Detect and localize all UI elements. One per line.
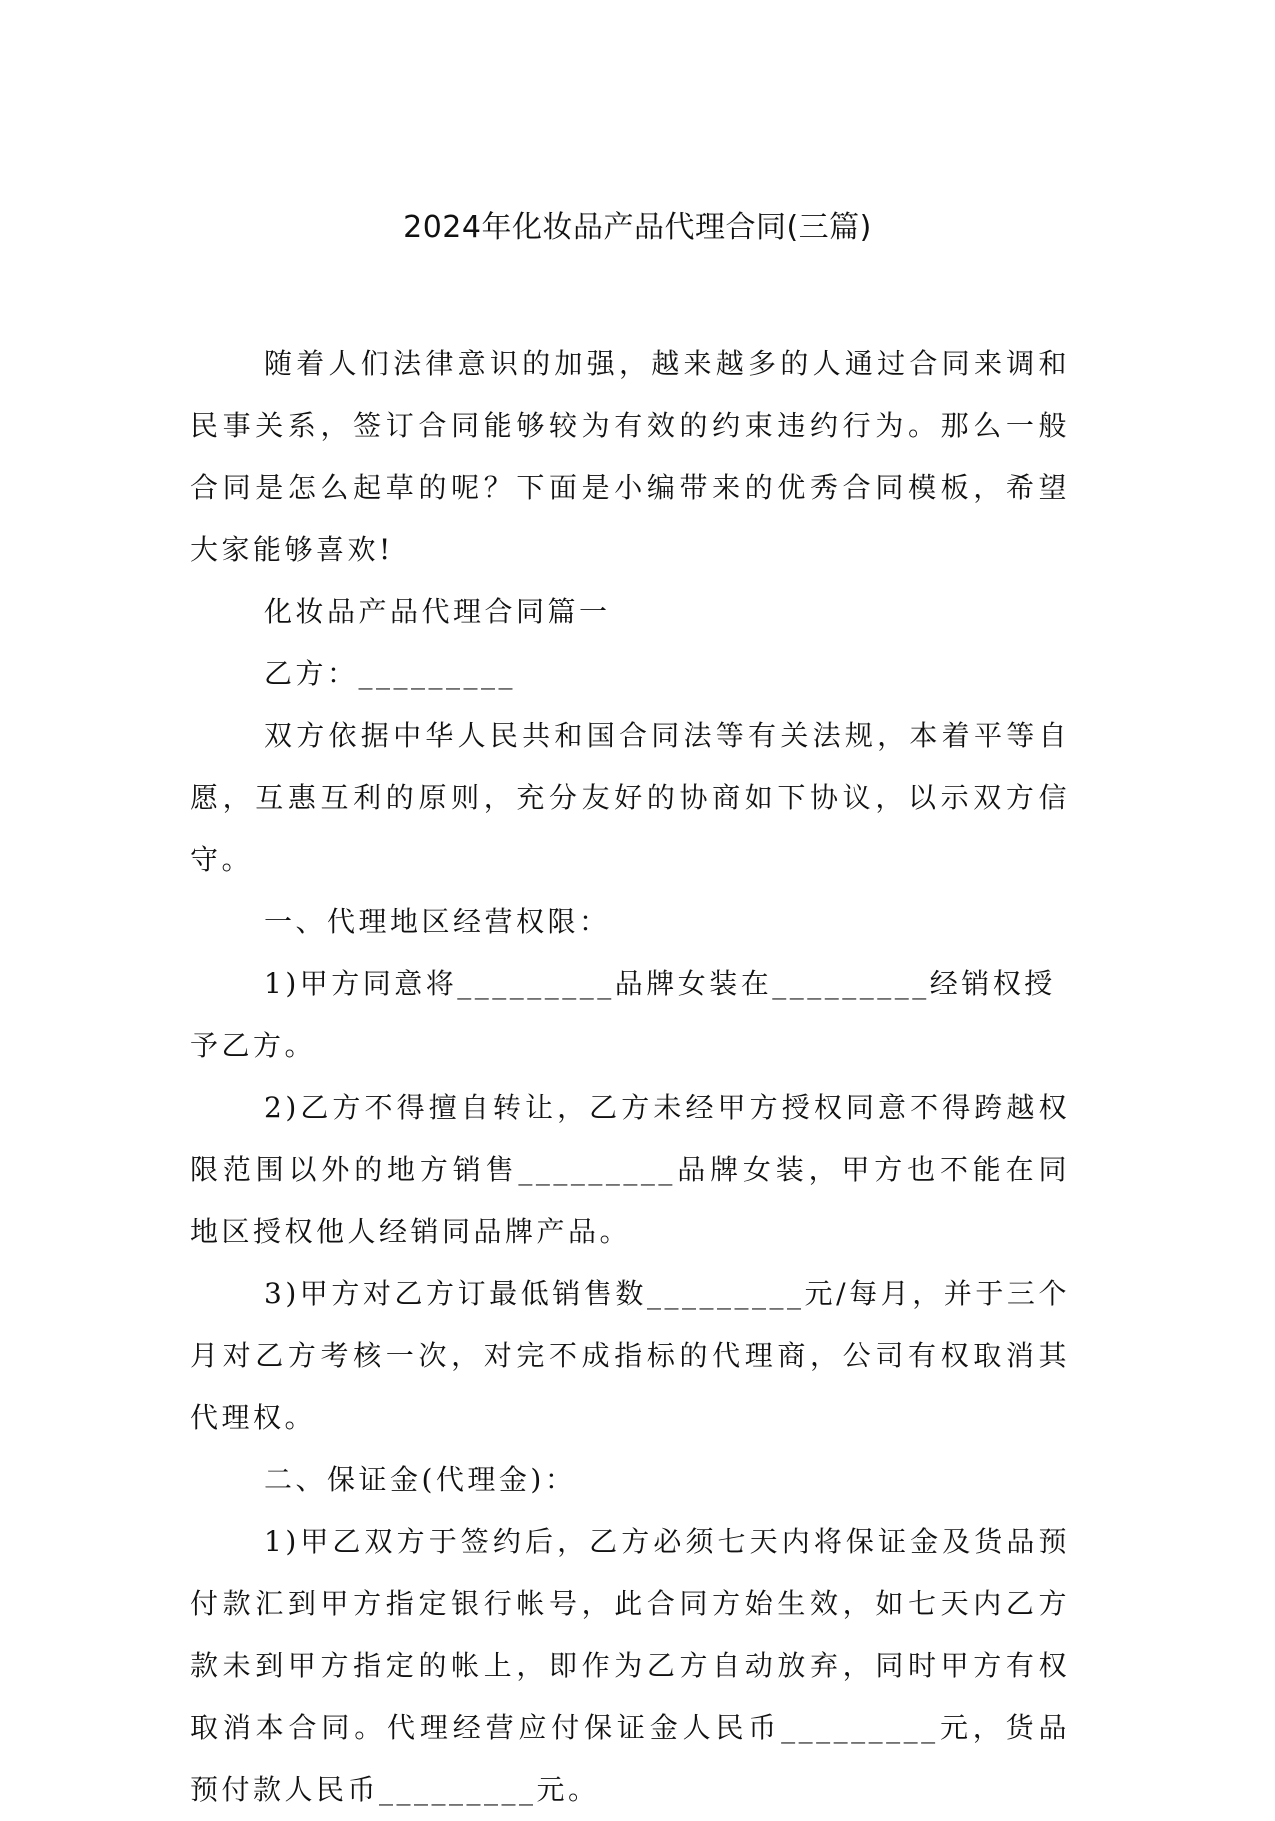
section-heading-part-one: 化妆品产品代理合同篇一 (264, 595, 611, 628)
clause-1-2: 2)乙方不得擅自转让，乙方未经甲方授权同意不得跨越权限范围以外的地方销售_________品牌女装，甲方也不能在同地区授权他人经销同品牌产品。 (190, 1091, 1070, 1248)
intro-paragraph: 随着人们法律意识的加强，越来越多的人通过合同来调和民事关系，签订合同能够较为有效的约束违约行为。那么一般合同是怎么起草的呢？下面是小编带来的优秀合同模板，希望大家能够喜欢! (190, 347, 1070, 566)
clause-heading-deposit: 二、保证金(代理金)： (264, 1463, 577, 1496)
agreement-basis-paragraph: 双方依据中华人民共和国合同法等有关法规，本着平等自愿，互惠互利的原则，充分友好的协商如下协议，以示双方信守。 (190, 719, 1070, 876)
party-b-line: 乙方：_________ (264, 657, 517, 690)
clause-heading-agency-scope: 一、代理地区经营权限： (264, 905, 611, 938)
clause-1-3: 3)甲方对乙方订最低销售数_________元/每月，并于三个月对乙方考核一次，对完不成指标的代理商，公司有权取消其代理权。 (190, 1277, 1070, 1434)
document-title: 2024年化妆品产品代理合同(三篇) (403, 210, 872, 245)
clause-2-1: 1)甲乙双方于签约后，乙方必须七天内将保证金及货品预付款汇到甲方指定银行帐号，此合同方始生效，如七天内乙方款未到甲方指定的帐上，即作为乙方自动放弃，同时甲方有权取消本合同。代理经营应付保证金人民币_________元，货品预付款人民币_________元。 (190, 1525, 1070, 1806)
clause-1-1: 1)甲方同意将_________品牌女装在_________经销权授予乙方。 (190, 967, 1056, 1062)
document-body (190, 333, 1070, 1821)
